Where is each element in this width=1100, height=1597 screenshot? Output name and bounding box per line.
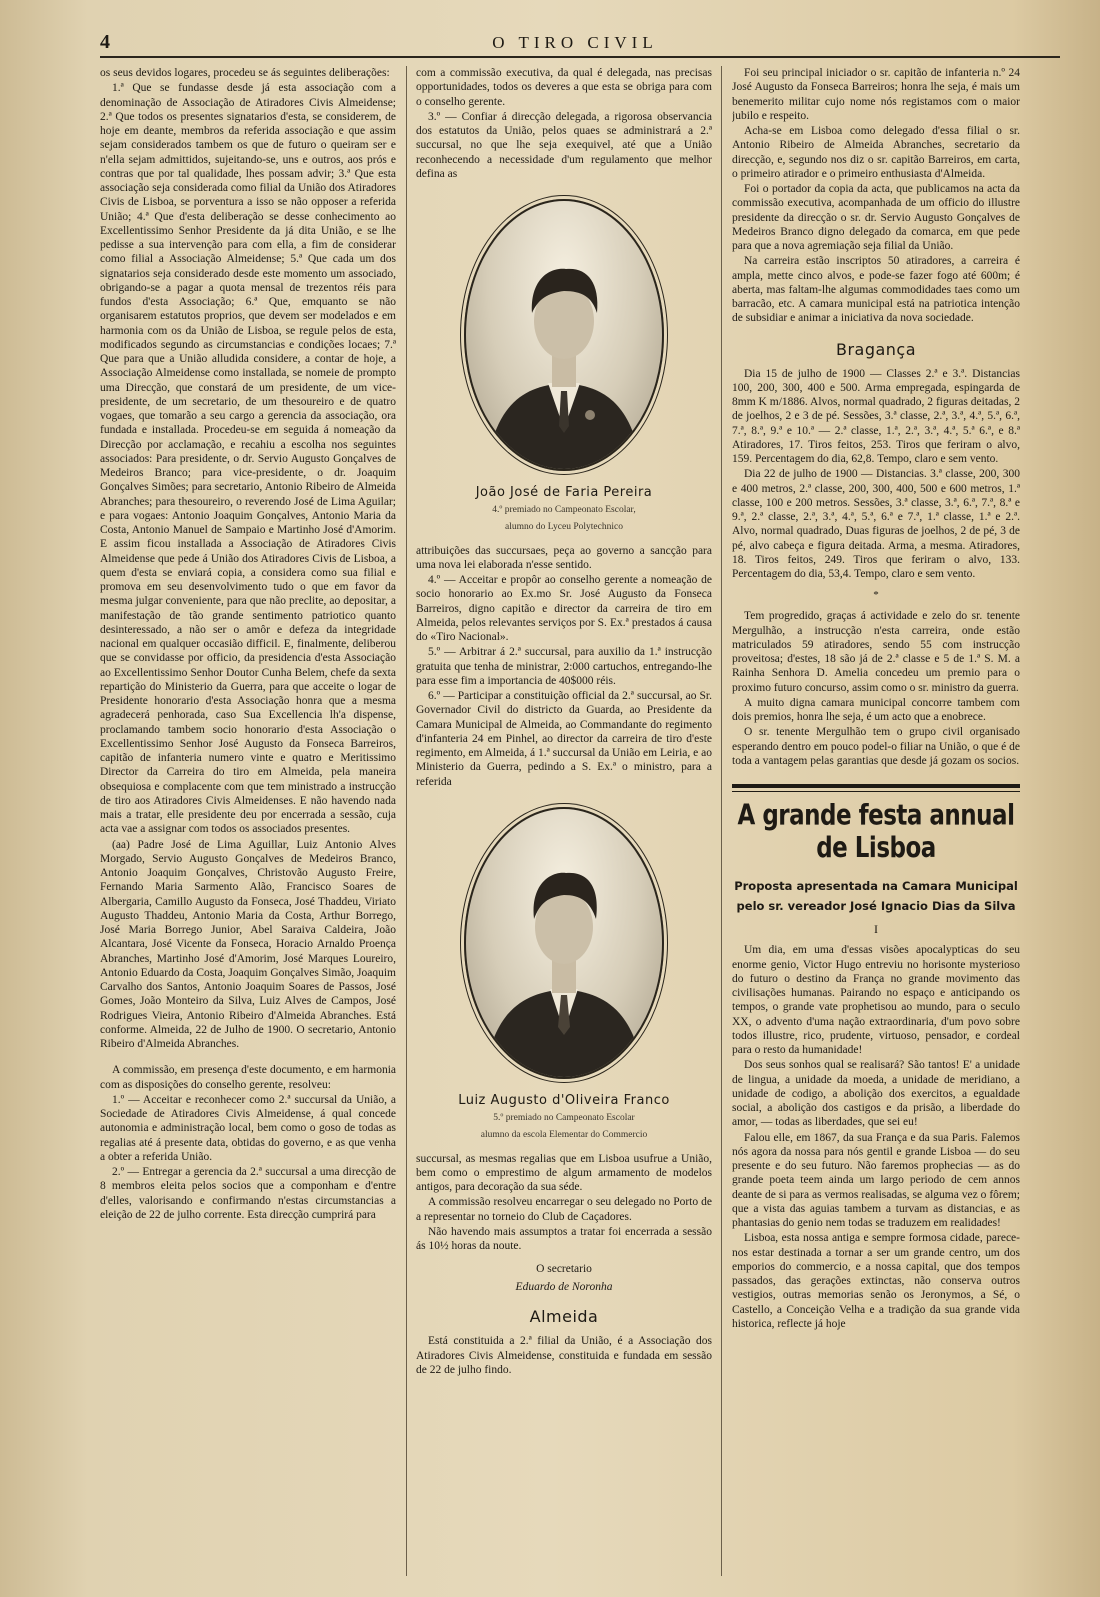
article-subtitle: pelo sr. vereador José Ignacio Dias da Silva xyxy=(736,899,1016,914)
portrait-name: Luiz Augusto d'Oliveira Franco xyxy=(458,1092,670,1108)
columns xyxy=(100,66,1060,1576)
page-number: 4 xyxy=(100,31,110,53)
signature-name: Eduardo de Noronha xyxy=(515,1281,613,1294)
paragraph: Lisboa, esta nossa antiga e sempre formosa cidade, parece-nos estar destinada a tornar a ser um grande centro, um dos emporios do commercio, e a nossa capital, que dos tempos passados, das gerações extinctas, não conserva outros vestigios, outras memorias senão os Jeronymos, a Sé, o Castello, a Conceição Velha e a tradição da sua grande vida historica, reflecte já hoje xyxy=(732,1232,1020,1330)
paragraph: A commissão resolveu encarregar o seu delegado no Porto de a representar no torneio do Club de Caçadores. xyxy=(416,1196,712,1223)
paragraph: 1.ª Que se fundasse desde já esta associação com a denominação de Associação de Atiradores Civis Almeidense; 2.ª Que todos os presentes signatarios d'esta, se considerem, de hoje em deante, membros da referida associação e que assim sejam considerados tambem os que de futuro o queiram ser e n'ella sejam admittidos, sujeitando-se, uns e outros, aos prós e contras que por tal qualidade, lhes possam advir; 3.ª Que esta associação seja considerada como filial da União dos Atiradores Civis de Lisboa, se porventura a isso se não opposer a referida União; 4.ª Que d'esta deliberação se desse conhecimento ao Excellentissimo Senhor Presidente da já dita União, e se lhe pedisse a sua intervenção para com ella, a fim de considerar como filial a Associação Almeidense; 5.ª Que cada um dos signatarios seja considerado desde este momento um associado, obrigando-se a pagar a quota mensal de trezentos réis para fundos d'esta Associação; 6.ª Que, emquanto se não organisarem estatutos proprios, que devem ser modelados e em harmonia com os da União de Lisboa, se regule pelos de esta, modificados segundo as circumstancias e condições locaes; 7.ª Que para que a União alludida considere, a contar de hoje, a Associação Almeidense como installada, se nomeie de prompto uma Direcção, que constará de um presidente, de um vice-presidente, de um secretario, de um thesoureiro e de quatro vogaes, que tomarão a seu cargo a gerencia da associação, ora fundada e installada. Procedeu-se em seguida á nomeação da Direcção por acclamação, e recahiu a escolha nos seguintes associados: Para presidente, o dr. Servio Augusto Gonçalves de Medeiros Branco; para vice-presidente, o dr. Joaquim Gonçalves Simões; para secretario, Antonio Ribeiro de Almeida Abranches; para thesoureiro, o reverendo José de Lima Aguilar; e para vogaes: Antonio Joaquim Gonçalves, Antonio Maria da Costa, Antonio Manuel de Sampaio e Martinho José d'Amorim. E assim ficou installada a Associação de Atiradores Civis Almeidense que pede á União dos Atiradores Civis de Lisboa, a quem d'esta se enviará copia, a considera como sua filial e promova em seu desenvolvimento tudo o que em favor da mesma julgar conveniente, para que não preclite, ao depositar, a manifestação de tão grande sentimento patriotico quanto desinteressado, a não ser o amôr e defeza da integridade nacional em qualquer occasião difficil. E, finalmente, deliberou que se convidasse por officio, da presidencia d'esta Associação ao Excellentissimo Senhor Doutor Cunha Belem, chefe da sexta repartição do Ministerio da Guerra, para que acceite o logar de Presidente honorario d'esta Associação honra que a mesma agradecerá penhorada, caso Sua Excellencia lh'a dispense, proclamando tambem socio honorario d'esta Associação o Excellentissimo Senhor José Augusto da Fonseca Barreiros, capitão de infanteria numero vinte e quatro e Meritissimo Director da Carreira do tiro em Almeida, pela maneira obsequiosa e complacente com que tem ministrado a instrucção de tiro aos Atiradores Civis Almeidenses. E não havendo nada mais a tratar, elle presidente deu por encerrada a sessão, cuja acta vae a assignar com todos os associados presentes. xyxy=(100,82,396,836)
paragraph: 1.º — Acceitar e reconhecer como 2.ª succursal da União, a Sociedade de Atiradores Civis Almeidense, á qual concede autonomia e administração local, bem como o goso de todas as regalias até á presente data, obtidas do governo, e as que venha a obter a referida União. xyxy=(100,1093,396,1163)
portrait-name: João José de Faria Pereira xyxy=(475,485,653,500)
journal-title: O TIRO CIVIL xyxy=(492,33,658,52)
paragraph: 4.º — Acceitar e propôr ao conselho gerente a nomeação de socio honorario ao Ex.mo Sr. José Augusto da Fonseca Barreiros, digno capitão e director da carreira de tiro em Almeida, pelos relevantes serviços por S. Ex.ª prestados á causa do «Tiro Nacional». xyxy=(416,574,712,644)
paragraph: Foi seu principal iniciador o sr. capitão de infanteria n.º 24 José Augusto da Fonseca Barreiros; honra lhe seja, é mais um benemerito militar cujo nome nós registamos com o maior jubilo e respeito. xyxy=(732,67,1020,122)
masthead xyxy=(100,28,1060,58)
paragraph: Foi o portador da copia da acta, que publicamos na acta da commissão executiva, acompanhada de um officio do illustre presidente da direcção o sr. dr. Servio Augusto Gonçalves de Medeiros Branco digno delegado da comarca, em que pede para que a nova agremiação seja filial da União. xyxy=(732,183,1020,252)
paragraph: Dia 22 de julho de 1900 — Distancias. 3.ª classe, 200, 300 e 400 metros, 2.ª classe, 200, 300, 400, 500 e 600 metros, 1.ª classe, 100 e 200 metros. Sessões, 3.ª classe, 3.ª, 6.ª, 7.ª, 8.ª e 9.ª, 2.ª classe, 2.ª, 3.ª, 4.ª, 5.ª, 6.ª e 7.ª, 1.ª classe, 1.ª e 2.ª. Alvo, normal quadrado, Duas figuras de joelhos, 2 de pé, 3 de pé, alvo cabeça e figura deitada. Arma, a mesma. Atiradores, 18. Tiros feitos, 249. Tiros que feriram o alvo, 133. Percentagem do dia, 53,4. Tempo, claro e sem vento. xyxy=(732,468,1020,580)
section-heading-braganca: Bragança xyxy=(835,339,917,359)
portrait-figure-icon xyxy=(466,201,662,469)
paragraph: 5.º — Arbitrar á 2.ª succursal, para auxilio da 1.ª instrucção gratuita que tenha de ministrar, 2:000 cartuchos, entregando-lhe para esse fim a importancia de 40$000 réis. xyxy=(416,646,712,687)
paragraph: Está constituida a 2.ª filial da União, é a Associação dos Atiradores Civis Almeidense, constituida e fundada em sessão de 22 de julho findo. xyxy=(416,1335,712,1376)
paragraph: A commissão, em presença d'este documento, e em harmonia com as disposições do conselho gerente, resolveu: xyxy=(100,1064,396,1091)
paragraph: (aa) Padre José de Lima Aguillar, Luiz Antonio Alves Morgado, Servio Augusto Gonçalves de Medeiros Branco, Antonio Joaquim Gonçalves, Christovão Augusto Freire, Fernando Maria Sarmento Alão, Francisco Soares de Albergaria, Camillo Augusto da Fonseca, José Thaddeu, Viriato Augusto Thaddeu, Antonio Maria da Costa, Arthur Borrego, José Maria Borrego Junior, Abel Saraiva Caldeira, João Alcantara, José Vicente da Fonseca, Horacio Arnaldo Proença Abranches, Martinho José d'Amorim, José Marques Loureiro, Antonio Eduardo da Costa, Joaquim Gonçalves Simão, Joaquim Carvalho dos Santos, Antonio Joaquim Soares de Passos, José Gomes, João Monteiro da Silva, Luiz Alves de Campos, José Rodrigues Vieira, Antonio Ribeiro d'Almeida Abranches. Está conforme. Almeida, 22 de Julho de 1900. O secretario, Antonio Ribeiro d'Almeida Abranches. xyxy=(100,838,396,1050)
portrait-1 xyxy=(416,199,712,534)
paragraph: os seus devidos logares, procedeu se ás seguintes deliberações: xyxy=(100,67,390,79)
column-3 xyxy=(732,66,1020,1576)
paragraph: com a commissão executiva, da qual é delegada, nas precisas opportunidades, todos os deveres a que esta se obriga para com o conselho gerente. xyxy=(416,67,712,108)
paragraph: 3.º — Confiar á direcção delegada, a rigorosa observancia dos estatutos da União, pelos quaes se administrará a 2.ª succursal, no que lhe seja exequivel, até que a União reconhecendo a necessidade d'um regulamento que melhor defina as xyxy=(416,110,712,180)
paragraph: 2.º — Entregar a gerencia da 2.ª succursal a uma direcção de 8 membros eleita pelos socios que a componham e d'entre d'elles, valorisando e confirmando n'estas circumstancias a eleição de 22 de julho corrente. Esta direcção cumprirá para xyxy=(100,1166,396,1221)
paragraph: A muito digna camara municipal concorre tambem com dois premios, honra lhe seja, é um acto que a enobrece. xyxy=(732,696,1020,723)
column-2 xyxy=(406,66,722,1576)
portrait-photo xyxy=(464,199,664,471)
section-heading-almeida: Almeida xyxy=(529,1307,599,1327)
paragraph: attribuições das succursaes, peça ao governo a sancção para uma nova lei elaborada n'esse sentido. xyxy=(416,544,712,571)
paragraph: Dos seus sonhos qual se realisará? São tantos! E' a unidade de lingua, a unidade da moeda, a unidade de meridiano, a unidade de codigo, a abolição dos exercitos, a egualdade social, a abolição dos castigos e da prisão, a liberdade do amor, — todas as liberdades, que sei eu! xyxy=(732,1059,1020,1129)
article-subtitle: Proposta apresentada na Camara Municipal xyxy=(734,879,1018,893)
portrait-caption-line: 5.º premiado no Campeonato Escolar xyxy=(493,1112,635,1123)
portrait-figure-icon xyxy=(466,809,662,1077)
paragraph: Não havendo mais assumptos a tratar foi encerrada a sessão ás 10½ horas da noute. xyxy=(416,1225,712,1252)
column-1 xyxy=(100,66,396,1576)
portrait-photo xyxy=(464,807,664,1079)
divider xyxy=(732,784,1020,788)
signature-label: O secretario xyxy=(536,1263,592,1276)
paragraph: succursal, as mesmas regalias que em Lisboa usufrue a União, bem como o emprestimo de algum armamento de modelos antigos, para decoração da sua séde. xyxy=(416,1152,712,1193)
portrait-caption-line: 4.º premiado no Campeonato Escolar, xyxy=(492,505,636,515)
article-title: A grande festa annual de Lisboa xyxy=(737,799,1015,865)
portrait-caption-line: alumno da escola Elementar do Commercio xyxy=(480,1129,648,1140)
divider xyxy=(732,791,1020,792)
section-separator-star: * xyxy=(873,589,879,602)
paragraph: O sr. tenente Mergulhão tem o grupo civil organisado esperando dentro em pouco podel-o filiar na União, o que é de toda a vantagem pelas garantias que desde já gozam os socios. xyxy=(732,726,1020,767)
paragraph: Dia 15 de julho de 1900 — Classes 2.ª e 3.ª. Distancias 100, 200, 300, 400 e 500. Arma empregada, espingarda de 8mm K m/1886. Alvos, normal quadrado, 2 figuras deitadas, 2 de joelhos, 2 e 3 de pé. Sessões, 3.ª classe, 2.ª, 3.ª, 4.ª, 5.ª, 6.ª, 7.ª, 8.ª, 9.ª e 10.ª — 2.ª classe, 1.ª, 2.ª, 3.ª, 4.ª, 5.ª 6.ª, e 8.ª Atiradores, 17. Tiros feitos, 253. Tiros que feriram o alvo, 159. Percentagem do dia, 62,8. Tempo, claro e sem vento. xyxy=(732,367,1020,465)
paragraph: 6.º — Participar a constituição official da 2.ª succursal, ao Sr. Governador Civil do districto da Guarda, ao Presidente da Camara Municipal de Almeida, ao Commandante do regimento d'infanteria 24 em Pinhel, ao director da carreira de tiro d'este regimento, em Almeida, á 1.ª succursal da União em Leiria, e ao Ministerio da Guerra, pedindo a S. Ex.ª o ministro, para a referida xyxy=(416,690,712,788)
paragraph: Na carreira estão inscriptos 50 atiradores, a carreira é ampla, mette cinco alvos, e pode-se fazer fogo até 600m; é aberta, mas faltam-lhe algumas commodidades taes como um barracão, etc. A camara municipal está na patriotica intenção de subsidiar e animar a iniciativa da nova sociedade. xyxy=(732,255,1020,325)
paragraph: Tem progredido, graças á actividade e zelo do sr. tenente Mergulhão, a instrucção n'esta carreira, onde estão matriculados 59 atiradores, sendo 55 com instrucção proveitosa; d'estes, 18 são já de 2.ª classe e 5 de 1.ª S. M. a Rainha Senhora D. Amelia concedeu um premio para o proximo futuro concurso, assim como o sr. ministro da guerra. xyxy=(732,610,1020,694)
paragraph: Um dia, em uma d'essas visões apocalypticas do seu enorme genio, Victor Hugo entreviu no horisonte mysterioso do futuro o destino da França no grande movimento das civilisações humanas. Pairando no espaço e anticipando os tempos, o grande vate prophetisou ao mundo, para o seculo XX, o advento d'uma nação extraordinaria, d'um povo sobre todos illustre, rico, prudente, virtuoso, pensador, e cordeal para o resto da humanidade! xyxy=(732,944,1020,1056)
portrait-caption-line: alumno do Lyceu Polytechnico xyxy=(505,521,623,532)
portrait-2 xyxy=(416,807,712,1142)
paragraph: Falou elle, em 1867, da sua França e da sua Paris. Falemos nós agora da nossa para nós gentil e grande Lisboa — do seu presente e do seu futuro. Não faremos prophecias — as do grande poeta teem ainda um largo periodo de cem annos deante de si para as vermos realisadas, se alguma vez o fôrem; que a vista das aguias tambem a turvam as distancias, e as phantasias do genio nem todas se traduzem em realidades! xyxy=(732,1131,1020,1229)
section-number: I xyxy=(874,922,878,937)
paragraph: Acha-se em Lisboa como delegado d'essa filial o sr. Antonio Ribeiro de Almeida Abranches, secretario da direcção, e, segundo nos diz o sr. capitão Barreiros, em carta, o primeiro atirador e o primeiro enthusiasta d'Almeida. xyxy=(732,125,1020,180)
